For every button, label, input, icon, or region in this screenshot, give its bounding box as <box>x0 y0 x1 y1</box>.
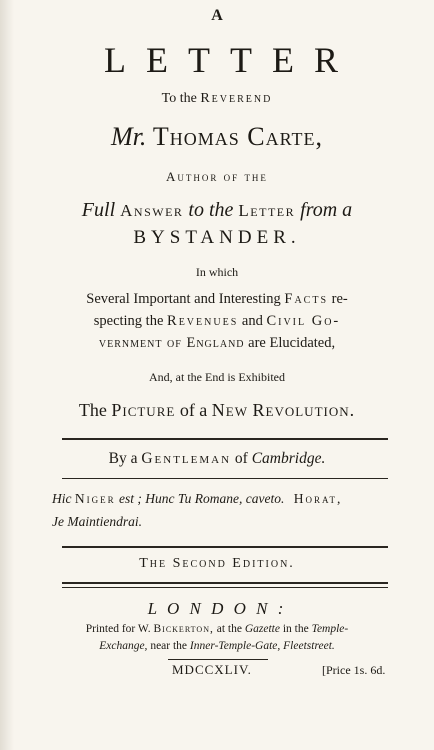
desc-2d: Civil Go- <box>266 313 341 329</box>
desc-2b: Revenues <box>167 313 239 329</box>
gazette: Gazette <box>244 623 280 635</box>
author-of: Author of the <box>166 169 268 184</box>
to-the-italic: to the <box>188 199 234 221</box>
letter-word: Letter <box>238 201 296 220</box>
description-line-1 <box>0 292 434 307</box>
by-a: By a <box>108 450 138 467</box>
author-of-line <box>0 170 434 183</box>
near-the: near the <box>150 640 188 652</box>
rule-5 <box>62 587 388 588</box>
full: Full <box>81 199 116 221</box>
answer: Answer <box>120 201 184 220</box>
city: L O N D O N : <box>147 599 287 618</box>
picture-line <box>0 401 434 419</box>
recipient-name: Thomas Carte, <box>152 122 324 151</box>
printer-name: Bickerton, <box>153 623 214 635</box>
rule-1 <box>62 438 388 440</box>
reverend: Reverend <box>200 91 273 106</box>
desc-1c: re- <box>331 291 348 307</box>
description-line-3 <box>0 336 434 351</box>
of-word: of <box>234 450 248 467</box>
in-the: in the <box>282 623 309 635</box>
year-overline <box>168 659 268 660</box>
printed-for: Printed for W. <box>85 623 151 635</box>
gentleman: Gentleman <box>141 450 232 467</box>
cambridge: Cambridge. <box>251 450 326 467</box>
recipient-name-line <box>0 124 434 150</box>
main-title-letter: LETTER <box>104 40 358 80</box>
work-title-line <box>0 200 434 220</box>
inner-temple: Inner-Temple-Gate, Fleetstreet. <box>189 640 335 652</box>
motto-line-1 <box>52 492 342 506</box>
motto-rest: est ; Hunc Tu Romane, caveto. <box>119 491 285 506</box>
in-which: In which <box>195 265 239 279</box>
price: [Price 1s. 6d. <box>322 663 386 677</box>
motto-horat: Horat, <box>293 491 343 506</box>
to-the: To the <box>161 91 197 106</box>
desc-2a: specting the <box>93 313 164 329</box>
imprint-line-1 <box>0 624 434 636</box>
new-word: New <box>211 400 249 420</box>
desc-2c: and <box>241 313 263 329</box>
revolution-word: Revolution. <box>252 400 356 420</box>
from-a: from a <box>300 199 353 221</box>
motto-line-2: Je Maintiendrai. <box>52 514 142 529</box>
exhibited-line: And, at the End is Exhibited <box>149 370 285 384</box>
desc-1a: Several Important and Interesting <box>86 291 281 307</box>
exchange: Exchange, <box>99 640 148 652</box>
bleed-through-mark <box>143 430 146 446</box>
rule-4 <box>62 582 388 584</box>
rule-2 <box>62 478 388 479</box>
article-a: A <box>211 7 223 24</box>
desc-1b: Facts <box>284 291 329 307</box>
dedication-line <box>0 92 434 106</box>
motto-hic: Hic <box>52 491 72 506</box>
at-the: at the <box>216 623 242 635</box>
picture-the: The <box>78 400 107 420</box>
year: MDCCXLIV. <box>172 662 252 677</box>
mr: Mr. <box>110 122 147 151</box>
rule-3 <box>62 546 388 548</box>
picture-word: Picture <box>111 400 176 420</box>
of-a: of a <box>179 400 208 420</box>
description-line-2 <box>0 314 434 329</box>
bystander: BYSTANDER. <box>133 227 301 248</box>
motto-niger: Niger <box>74 491 116 506</box>
byline <box>0 451 434 467</box>
desc-3a: vernment of England <box>98 335 245 351</box>
desc-3b: are Elucidated, <box>248 335 336 351</box>
imprint-line-2 <box>0 641 434 653</box>
temple: Temple- <box>311 623 349 635</box>
edition-text: The Second Edition. <box>139 556 295 571</box>
edition <box>0 557 434 571</box>
